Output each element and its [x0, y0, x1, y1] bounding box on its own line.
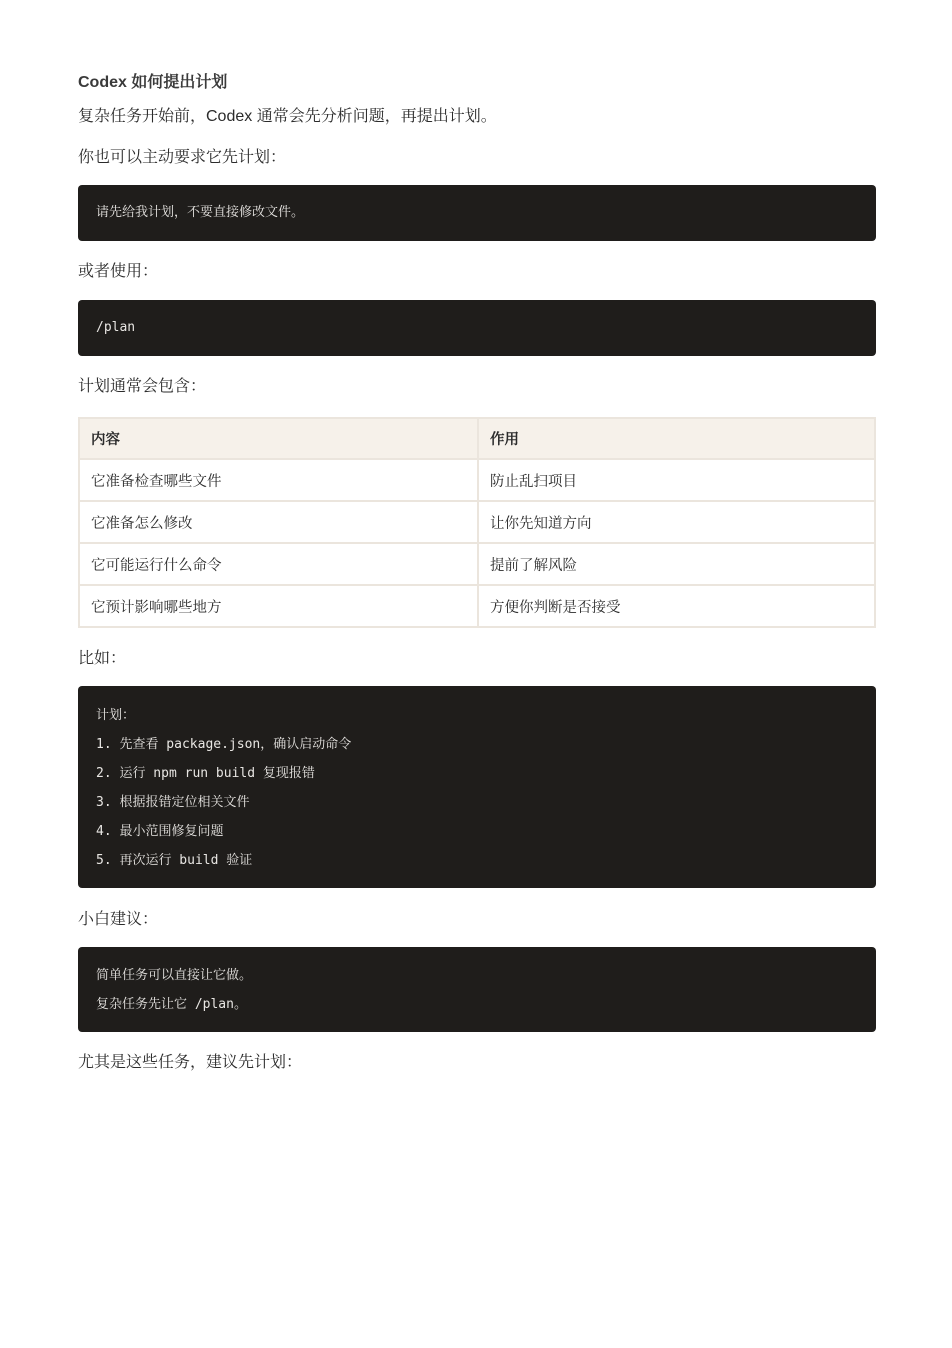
- table-cell: 方便你判断是否接受: [478, 585, 875, 627]
- table-cell: 防止乱扫项目: [478, 459, 875, 501]
- plan-contents-table: [78, 417, 876, 628]
- table-row: [79, 543, 875, 585]
- code-line: 1. 先查看 package.json，确认启动命令: [96, 737, 352, 752]
- especially-paragraph: 尤其是这些任务，建议先计划：: [78, 1054, 303, 1071]
- code-line: 复杂任务先让它 /plan。: [96, 997, 247, 1012]
- advice-intro-paragraph: 小白建议：: [78, 911, 159, 928]
- table-cell: 它预计影响哪些地方: [79, 585, 478, 627]
- code-line: 简单任务可以直接让它做。: [96, 968, 253, 983]
- code-line: 请先给我计划，不要直接修改文件。: [96, 205, 305, 220]
- example-intro-paragraph: 比如：: [78, 650, 127, 667]
- table-row: [79, 501, 875, 543]
- table-cell: 它可能运行什么命令: [79, 543, 478, 585]
- code-block-plan: [78, 300, 876, 356]
- table-header-cell: 作用: [478, 418, 875, 459]
- code-line: /plan: [96, 320, 136, 335]
- code-line: 计划：: [96, 708, 136, 723]
- table-row: [79, 585, 875, 627]
- or-use-paragraph: 或者使用：: [78, 263, 159, 280]
- table-cell: 提前了解风险: [478, 543, 875, 585]
- table-cell: 它准备怎么修改: [79, 501, 478, 543]
- table-cell: 它准备检查哪些文件: [79, 459, 478, 501]
- table-header-cell: 内容: [79, 418, 478, 459]
- section-heading: Codex 如何提出计划: [78, 74, 228, 91]
- table-header-row: [79, 418, 875, 459]
- code-line: 2. 运行 npm run build 复现报错: [96, 766, 315, 781]
- intro-paragraph: 复杂任务开始前，Codex 通常会先分析问题，再提出计划。: [78, 108, 497, 125]
- code-block-ask: [78, 185, 876, 241]
- code-line: 5. 再次运行 build 验证: [96, 853, 253, 868]
- plan-contains-paragraph: 计划通常会包含：: [78, 378, 207, 395]
- ask-intro-paragraph: 你也可以主动要求它先计划：: [78, 149, 287, 166]
- code-line: 4. 最小范围修复问题: [96, 824, 224, 839]
- code-line: 3. 根据报错定位相关文件: [96, 795, 250, 810]
- table-cell: 让你先知道方向: [478, 501, 875, 543]
- code-block-advice: [78, 947, 876, 1032]
- code-block-example: [78, 686, 876, 888]
- table-row: [79, 459, 875, 501]
